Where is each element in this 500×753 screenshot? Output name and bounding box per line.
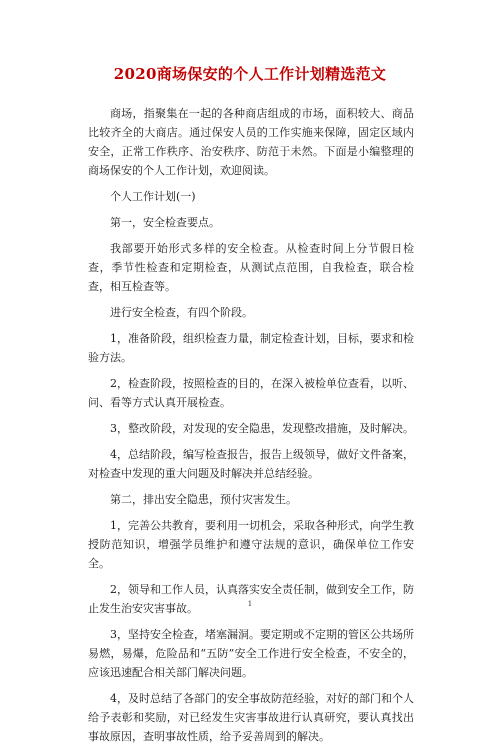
section-heading-first: 第一，安全检查要点。	[110, 216, 220, 229]
document-title: 2020商场保安的个人工作计划精选范文	[113, 65, 387, 83]
list-item: 4，及时总结了各部门的安全事故防范经验，对好的部门和个人给予表彰和奖励，对已经发生灾害事故进行认真研究，要认真找出事故原因，查明事故性质，给予妥善周到的解决。	[88, 692, 414, 743]
paragraph-intro: 商场，指聚集在一起的各种商店组成的市场，面积较大、商品比较齐全的大商店。通过保安人员的工作实施来保障，固定区域内安全，正常工作秩序、治安秩序、防范于未然。下面是小编整理的商场保安的个人工作计划，欢迎阅读。	[88, 107, 414, 177]
paragraph: 我部要开始形式多样的安全检查。从检查时间上分节假日检查，季节性检查和定期检查，从测试点范围，自我检查，联合检查，相互检查等。	[88, 242, 414, 293]
section-heading-plan-one: 个人工作计划(一)	[110, 190, 196, 203]
list-item: 3，整改阶段，对发现的安全隐患，发现整改措施，及时解决。	[110, 422, 414, 435]
document-body	[88, 104, 414, 753]
list-item: 1，准备阶段，组织检查力量，制定检查计划，目标，要求和检验方法。	[88, 332, 414, 364]
list-item: 2，领导和工作人员，认真落实安全责任制，做到安全工作，防止发生治安灾害事故。	[88, 583, 414, 615]
list-item: 3，坚持安全检查，堵塞漏洞。要定期或不定期的管区公共场所易燃，易爆，危险品和“五防”安全工作进行安全检查，不安全的，应该迅速配合相关部门解决问题。	[88, 628, 414, 679]
list-item: 1，完善公共教育，要利用一切机会，采取各种形式，向学生教授防范知识，增强学员维护和遵守法规的意识，确保单位工作安全。	[88, 519, 414, 570]
list-item: 2，检查阶段，按照检查的目的，在深入被检单位查看，以听、问、看等方式认真开展检查。	[88, 377, 414, 409]
section-heading-second: 第二，排出安全隐患，预付灾害发生。	[110, 493, 297, 506]
paragraph: 进行安全检查，有四个阶段。	[110, 306, 253, 319]
list-item: 4，总结阶段，编写检查报告，报告上级领导，做好文件备案，对检查中发现的重大问题及时解决并总结经验。	[88, 448, 414, 480]
page-number: 1	[247, 600, 253, 608]
